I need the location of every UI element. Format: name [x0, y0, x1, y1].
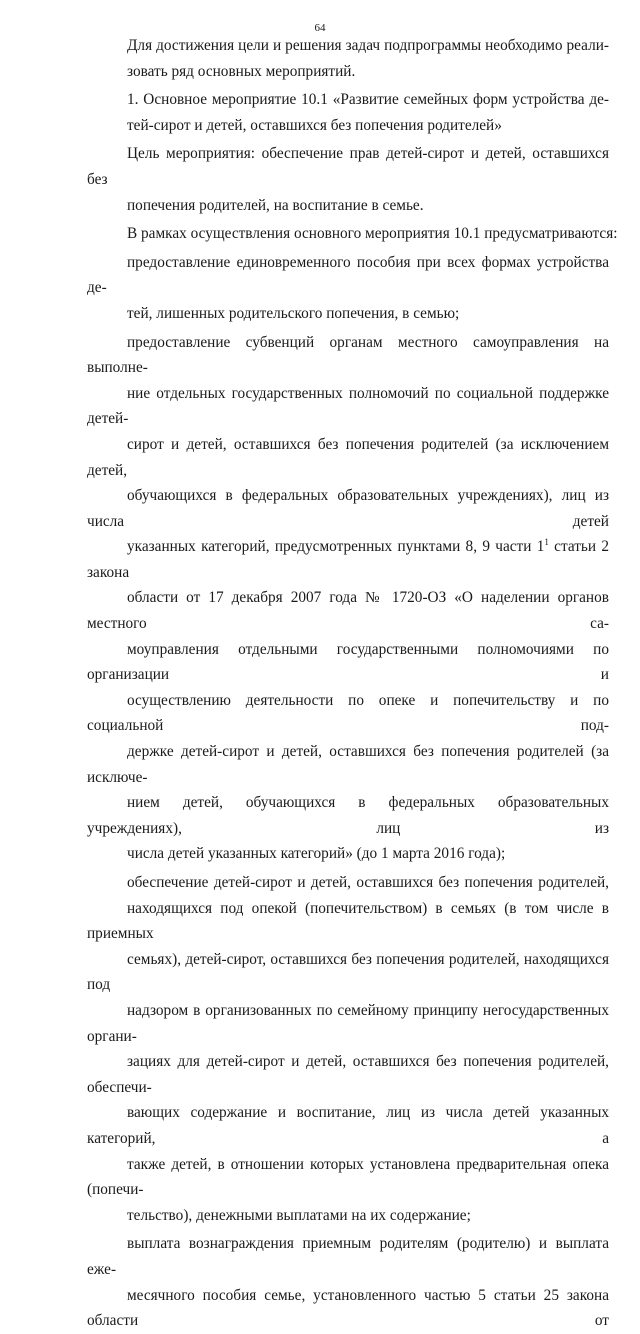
superscript: 1: [544, 537, 549, 548]
text-line: семьях), детей-сирот, оставшихся без попечения родителей, находящихся под: [87, 950, 609, 994]
text-line: тельство), денежными выплатами на их содержание;: [127, 1206, 471, 1224]
paragraph-intro: [87, 33, 609, 84]
text-line: также детей, в отношении которых установлена предварительная опека (попечи-: [87, 1155, 609, 1199]
text-line: предоставление единовременного пособия при всех формах устройства де-: [87, 253, 609, 297]
text-line: ние отдельных государственных полномочий по социальной поддержке детей-: [87, 384, 609, 428]
text-line: выплата вознаграждения приемным родителям (родителю) и выплата еже-: [87, 1235, 609, 1278]
text-line: предоставление субвенций органам местного самоуправления на выполне-: [87, 333, 609, 377]
text-line: тей-сирот и детей, оставшихся без попечения родителей»: [127, 116, 502, 134]
paragraph-subventions: [87, 330, 609, 867]
paragraph-foster-payment: [87, 1231, 609, 1333]
text-line: месячного пособия семье, установленного частью 5 статьи 25 закона области от: [87, 1286, 609, 1330]
paragraph-main-activity-title: [87, 87, 609, 138]
text-line: осуществлению деятельности по опеке и попечительству и по социальной под-: [87, 691, 609, 735]
text-line: области от 17 декабря 2007 года № 1720-ОЗ «О наделении органов местного са-: [87, 589, 609, 633]
document-body: [87, 33, 618, 1334]
text-line: 1. Основное мероприятие 10.1 «Развитие семейных форм устройства де-: [127, 91, 609, 109]
text-line: В рамках осуществления основного мероприятия 10.1 предусматриваются:: [127, 225, 618, 243]
text-line: обучающихся в федеральных образовательных учреждениях), лиц из числа детей: [87, 487, 609, 530]
paragraph-support-provision: [87, 870, 609, 1228]
text-fragment: статьи 2 закона: [87, 538, 609, 581]
paragraph-activity-scope: [87, 221, 618, 247]
text-line: надзором в организованных по семейному принципу негосударственных органи-: [87, 1001, 609, 1045]
text-line: зациях для детей-сирот и детей, оставшихся без попечения родителей, обеспечи-: [87, 1053, 609, 1096]
text-line: Цель мероприятия: обеспечение прав детей-сирот и детей, оставшихся без: [87, 145, 609, 188]
text-line: зовать ряд основных мероприятий.: [127, 62, 356, 80]
text-line: Для достижения цели и решения задач подпрограммы необходимо реали-: [127, 37, 609, 54]
text-line: попечения родителей, на воспитание в семье.: [127, 196, 424, 214]
text-fragment: указанных категорий, предусмотренных пунктами 8, 9 части 1: [127, 538, 545, 556]
page-number: 64: [314, 22, 326, 34]
text-line: моуправления отдельными государственными полномочиями по организации и: [87, 640, 609, 684]
paragraph-activity-goal: [87, 141, 609, 218]
text-line: вающих содержание и воспитание, лиц из числа детей указанных категорий, а: [87, 1104, 609, 1147]
text-line: тей, лишенных родительского попечения, в семью;: [127, 304, 460, 322]
text-line: обеспечение детей-сирот и детей, оставшихся без попечения родителей,: [127, 874, 609, 891]
text-line: находящихся под опекой (попечительством) в семьях (в том числе в приемных: [87, 899, 609, 943]
text-line: нием детей, обучающихся в федеральных образовательных учреждениях), лиц из: [87, 794, 609, 837]
text-line: держке детей-сирот и детей, оставшихся без попечения родителей (за исключе-: [87, 743, 609, 786]
text-line: числа детей указанных категорий» (до 1 марта 2016 года);: [127, 845, 506, 863]
paragraph-lump-sum-allowance: [87, 250, 609, 327]
text-line: сирот и детей, оставшихся без попечения родителей (за исключением детей,: [87, 435, 609, 479]
text-line-with-superscript: [87, 534, 609, 585]
